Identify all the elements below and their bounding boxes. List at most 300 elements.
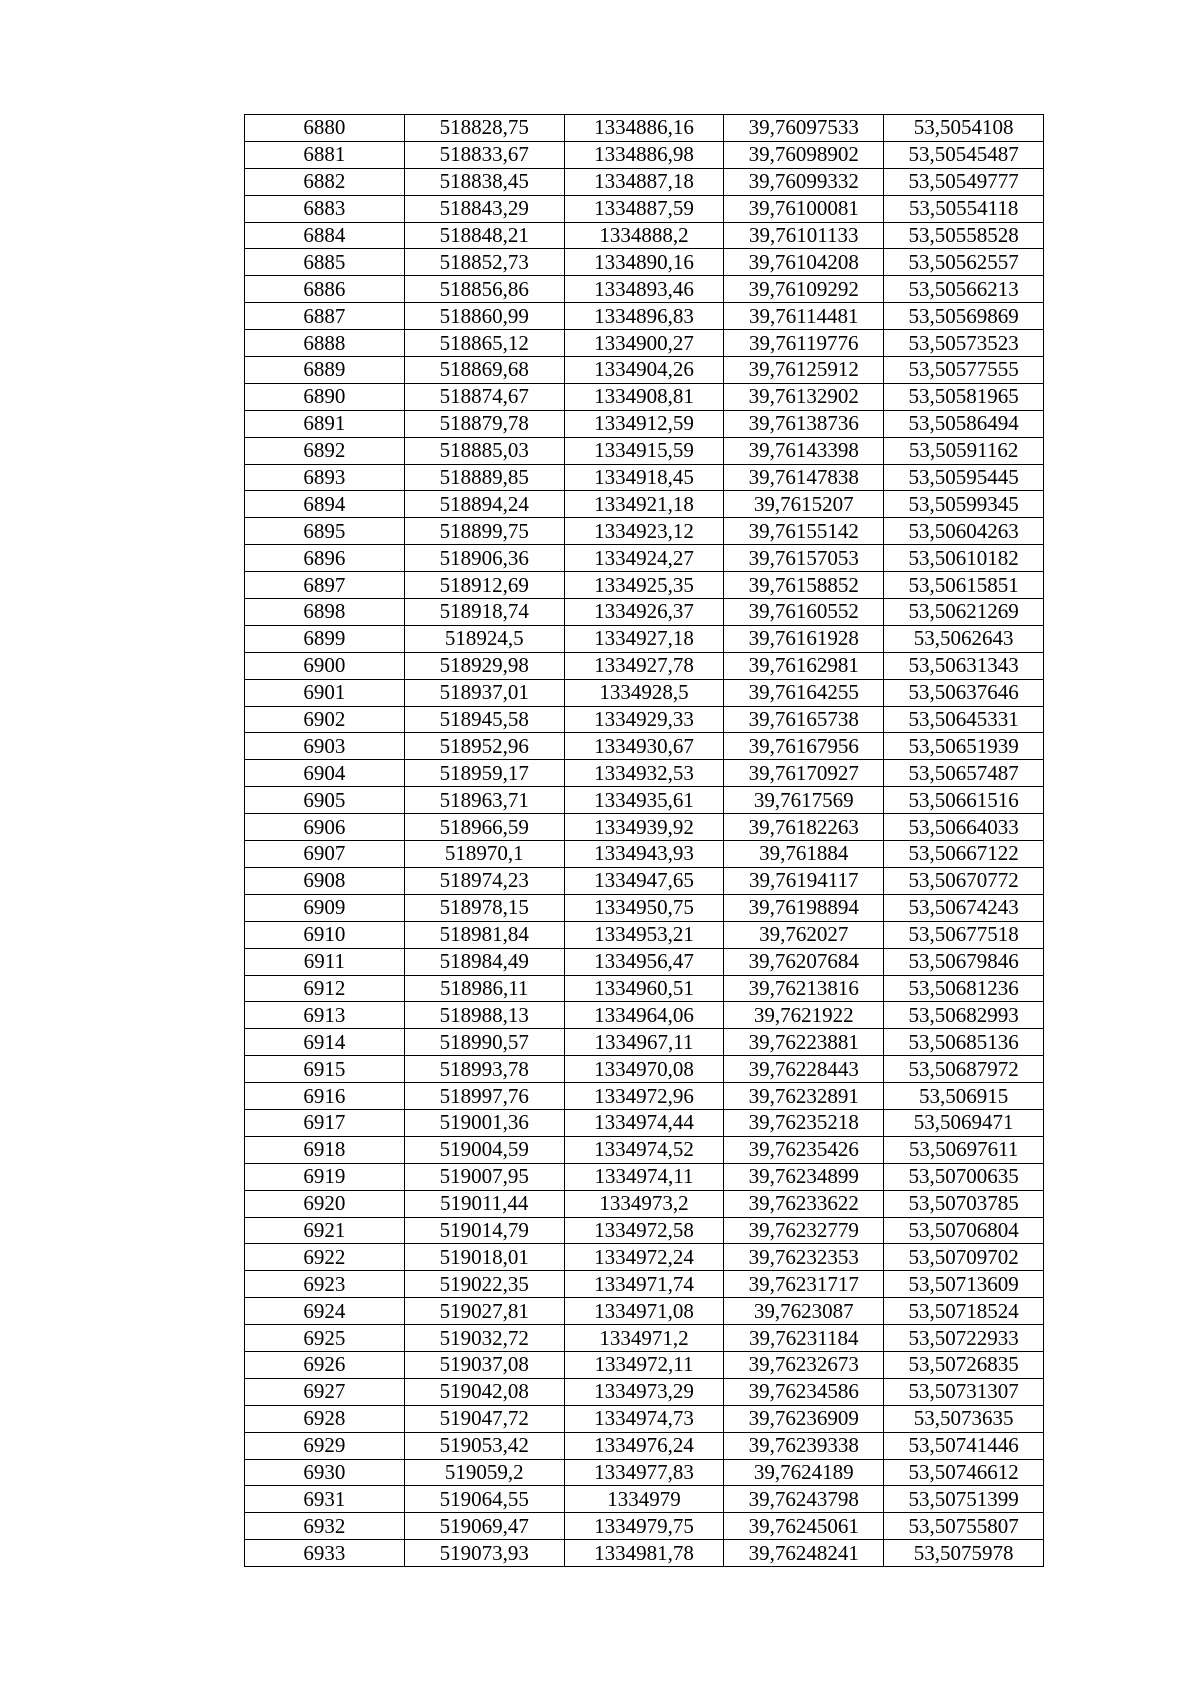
latitude-cell: 39,76182263 — [724, 814, 884, 841]
longitude-cell: 53,50657487 — [884, 760, 1044, 787]
latitude-cell: 39,76155142 — [724, 518, 884, 545]
longitude-cell: 53,5054108 — [884, 115, 1044, 142]
latitude-cell: 39,76213816 — [724, 975, 884, 1002]
longitude-cell: 53,50558528 — [884, 222, 1044, 249]
longitude-cell: 53,50581965 — [884, 383, 1044, 410]
x-coordinate-cell: 519022,35 — [404, 1271, 564, 1298]
y-coordinate-cell: 1334887,59 — [564, 195, 724, 222]
point-number-cell: 6912 — [245, 975, 405, 1002]
x-coordinate-cell: 518848,21 — [404, 222, 564, 249]
latitude-cell: 39,76228443 — [724, 1056, 884, 1083]
y-coordinate-cell: 1334935,61 — [564, 787, 724, 814]
x-coordinate-cell: 518838,45 — [404, 168, 564, 195]
longitude-cell: 53,50741446 — [884, 1432, 1044, 1459]
x-coordinate-cell: 519069,47 — [404, 1513, 564, 1540]
point-number-cell: 6918 — [245, 1136, 405, 1163]
point-number-cell: 6903 — [245, 733, 405, 760]
longitude-cell: 53,50586494 — [884, 410, 1044, 437]
x-coordinate-cell: 518984,49 — [404, 948, 564, 975]
longitude-cell: 53,50667122 — [884, 841, 1044, 868]
longitude-cell: 53,50726835 — [884, 1351, 1044, 1378]
latitude-cell: 39,761884 — [724, 841, 884, 868]
table-row — [245, 652, 1044, 679]
y-coordinate-cell: 1334886,16 — [564, 115, 724, 142]
latitude-cell: 39,76234586 — [724, 1378, 884, 1405]
table-row — [245, 948, 1044, 975]
point-number-cell: 6909 — [245, 894, 405, 921]
table-row — [245, 1217, 1044, 1244]
table-row — [245, 222, 1044, 249]
x-coordinate-cell: 519037,08 — [404, 1351, 564, 1378]
y-coordinate-cell: 1334926,37 — [564, 599, 724, 626]
x-coordinate-cell: 518959,17 — [404, 760, 564, 787]
longitude-cell: 53,50599345 — [884, 491, 1044, 518]
table-row — [245, 357, 1044, 384]
x-coordinate-cell: 518966,59 — [404, 814, 564, 841]
point-number-cell: 6933 — [245, 1540, 405, 1567]
x-coordinate-cell: 518894,24 — [404, 491, 564, 518]
latitude-cell: 39,76248241 — [724, 1540, 884, 1567]
table-row — [245, 921, 1044, 948]
x-coordinate-cell: 518906,36 — [404, 545, 564, 572]
x-coordinate-cell: 518865,12 — [404, 330, 564, 357]
table-row — [245, 1486, 1044, 1513]
x-coordinate-cell: 518833,67 — [404, 141, 564, 168]
latitude-cell: 39,76232353 — [724, 1244, 884, 1271]
point-number-cell: 6886 — [245, 276, 405, 303]
point-number-cell: 6925 — [245, 1325, 405, 1352]
latitude-cell: 39,76104208 — [724, 249, 884, 276]
table-row — [245, 168, 1044, 195]
latitude-cell: 39,7617569 — [724, 787, 884, 814]
x-coordinate-cell: 518945,58 — [404, 706, 564, 733]
point-number-cell: 6914 — [245, 1029, 405, 1056]
table-row — [245, 1029, 1044, 1056]
latitude-cell: 39,76138736 — [724, 410, 884, 437]
y-coordinate-cell: 1334900,27 — [564, 330, 724, 357]
y-coordinate-cell: 1334939,92 — [564, 814, 724, 841]
latitude-cell: 39,76223881 — [724, 1029, 884, 1056]
table-row — [245, 1163, 1044, 1190]
latitude-cell: 39,76114481 — [724, 303, 884, 330]
x-coordinate-cell: 518929,98 — [404, 652, 564, 679]
table-row — [245, 1405, 1044, 1432]
latitude-cell: 39,76235218 — [724, 1109, 884, 1136]
latitude-cell: 39,76232891 — [724, 1083, 884, 1110]
y-coordinate-cell: 1334972,96 — [564, 1083, 724, 1110]
latitude-cell: 39,7624189 — [724, 1459, 884, 1486]
x-coordinate-cell: 519011,44 — [404, 1190, 564, 1217]
table-row — [245, 599, 1044, 626]
point-number-cell: 6911 — [245, 948, 405, 975]
table-row — [245, 303, 1044, 330]
longitude-cell: 53,50549777 — [884, 168, 1044, 195]
y-coordinate-cell: 1334928,5 — [564, 679, 724, 706]
latitude-cell: 39,76207684 — [724, 948, 884, 975]
point-number-cell: 6897 — [245, 572, 405, 599]
table-row — [245, 625, 1044, 652]
longitude-cell: 53,50664033 — [884, 814, 1044, 841]
y-coordinate-cell: 1334943,93 — [564, 841, 724, 868]
latitude-cell: 39,76100081 — [724, 195, 884, 222]
y-coordinate-cell: 1334956,47 — [564, 948, 724, 975]
latitude-cell: 39,76231184 — [724, 1325, 884, 1352]
x-coordinate-cell: 518986,11 — [404, 975, 564, 1002]
table-row — [245, 491, 1044, 518]
longitude-cell: 53,50706804 — [884, 1217, 1044, 1244]
x-coordinate-cell: 519004,59 — [404, 1136, 564, 1163]
y-coordinate-cell: 1334930,67 — [564, 733, 724, 760]
longitude-cell: 53,50685136 — [884, 1029, 1044, 1056]
x-coordinate-cell: 519018,01 — [404, 1244, 564, 1271]
y-coordinate-cell: 1334921,18 — [564, 491, 724, 518]
longitude-cell: 53,50545487 — [884, 141, 1044, 168]
latitude-cell: 39,76239338 — [724, 1432, 884, 1459]
y-coordinate-cell: 1334953,21 — [564, 921, 724, 948]
longitude-cell: 53,50615851 — [884, 572, 1044, 599]
x-coordinate-cell: 519053,42 — [404, 1432, 564, 1459]
y-coordinate-cell: 1334972,24 — [564, 1244, 724, 1271]
point-number-cell: 6917 — [245, 1109, 405, 1136]
x-coordinate-cell: 518828,75 — [404, 115, 564, 142]
latitude-cell: 39,76161928 — [724, 625, 884, 652]
point-number-cell: 6889 — [245, 357, 405, 384]
longitude-cell: 53,5075978 — [884, 1540, 1044, 1567]
longitude-cell: 53,5062643 — [884, 625, 1044, 652]
latitude-cell: 39,76170927 — [724, 760, 884, 787]
table-row — [245, 1244, 1044, 1271]
table-row — [245, 518, 1044, 545]
coordinate-table-body — [245, 115, 1044, 1567]
y-coordinate-cell: 1334886,98 — [564, 141, 724, 168]
y-coordinate-cell: 1334981,78 — [564, 1540, 724, 1567]
point-number-cell: 6927 — [245, 1378, 405, 1405]
point-number-cell: 6922 — [245, 1244, 405, 1271]
point-number-cell: 6895 — [245, 518, 405, 545]
y-coordinate-cell: 1334971,2 — [564, 1325, 724, 1352]
y-coordinate-cell: 1334893,46 — [564, 276, 724, 303]
point-number-cell: 6910 — [245, 921, 405, 948]
y-coordinate-cell: 1334924,27 — [564, 545, 724, 572]
y-coordinate-cell: 1334964,06 — [564, 1002, 724, 1029]
x-coordinate-cell: 519007,95 — [404, 1163, 564, 1190]
x-coordinate-cell: 518924,5 — [404, 625, 564, 652]
table-row — [245, 276, 1044, 303]
longitude-cell: 53,5069471 — [884, 1109, 1044, 1136]
point-number-cell: 6913 — [245, 1002, 405, 1029]
table-row — [245, 814, 1044, 841]
table-row — [245, 330, 1044, 357]
point-number-cell: 6930 — [245, 1459, 405, 1486]
point-number-cell: 6931 — [245, 1486, 405, 1513]
latitude-cell: 39,7623087 — [724, 1298, 884, 1325]
table-row — [245, 1109, 1044, 1136]
x-coordinate-cell: 518843,29 — [404, 195, 564, 222]
table-row — [245, 1351, 1044, 1378]
y-coordinate-cell: 1334925,35 — [564, 572, 724, 599]
latitude-cell: 39,76232779 — [724, 1217, 884, 1244]
table-row — [245, 545, 1044, 572]
table-row — [245, 410, 1044, 437]
longitude-cell: 53,50679846 — [884, 948, 1044, 975]
longitude-cell: 53,50674243 — [884, 894, 1044, 921]
table-row — [245, 975, 1044, 1002]
y-coordinate-cell: 1334974,52 — [564, 1136, 724, 1163]
point-number-cell: 6891 — [245, 410, 405, 437]
point-number-cell: 6896 — [245, 545, 405, 572]
longitude-cell: 53,50687972 — [884, 1056, 1044, 1083]
latitude-cell: 39,76125912 — [724, 357, 884, 384]
x-coordinate-cell: 519027,81 — [404, 1298, 564, 1325]
latitude-cell: 39,76097533 — [724, 115, 884, 142]
x-coordinate-cell: 518889,85 — [404, 464, 564, 491]
y-coordinate-cell: 1334960,51 — [564, 975, 724, 1002]
table-row — [245, 195, 1044, 222]
point-number-cell: 6932 — [245, 1513, 405, 1540]
y-coordinate-cell: 1334923,12 — [564, 518, 724, 545]
table-row — [245, 1459, 1044, 1486]
x-coordinate-cell: 518978,15 — [404, 894, 564, 921]
table-row — [245, 1540, 1044, 1567]
table-row — [245, 1002, 1044, 1029]
x-coordinate-cell: 518937,01 — [404, 679, 564, 706]
longitude-cell: 53,50637646 — [884, 679, 1044, 706]
point-number-cell: 6908 — [245, 867, 405, 894]
table-row — [245, 1432, 1044, 1459]
longitude-cell: 53,50566213 — [884, 276, 1044, 303]
longitude-cell: 53,50709702 — [884, 1244, 1044, 1271]
x-coordinate-cell: 518856,86 — [404, 276, 564, 303]
x-coordinate-cell: 518970,1 — [404, 841, 564, 868]
latitude-cell: 39,76167956 — [724, 733, 884, 760]
latitude-cell: 39,76236909 — [724, 1405, 884, 1432]
longitude-cell: 53,50713609 — [884, 1271, 1044, 1298]
y-coordinate-cell: 1334912,59 — [564, 410, 724, 437]
y-coordinate-cell: 1334927,18 — [564, 625, 724, 652]
latitude-cell: 39,76245061 — [724, 1513, 884, 1540]
point-number-cell: 6892 — [245, 437, 405, 464]
y-coordinate-cell: 1334929,33 — [564, 706, 724, 733]
point-number-cell: 6905 — [245, 787, 405, 814]
latitude-cell: 39,76232673 — [724, 1351, 884, 1378]
x-coordinate-cell: 518885,03 — [404, 437, 564, 464]
latitude-cell: 39,76119776 — [724, 330, 884, 357]
y-coordinate-cell: 1334887,18 — [564, 168, 724, 195]
y-coordinate-cell: 1334974,73 — [564, 1405, 724, 1432]
point-number-cell: 6929 — [245, 1432, 405, 1459]
table-row — [245, 1298, 1044, 1325]
latitude-cell: 39,76132902 — [724, 383, 884, 410]
longitude-cell: 53,50731307 — [884, 1378, 1044, 1405]
latitude-cell: 39,76198894 — [724, 894, 884, 921]
longitude-cell: 53,50697611 — [884, 1136, 1044, 1163]
longitude-cell: 53,50621269 — [884, 599, 1044, 626]
longitude-cell: 53,50718524 — [884, 1298, 1044, 1325]
y-coordinate-cell: 1334973,2 — [564, 1190, 724, 1217]
latitude-cell: 39,76147838 — [724, 464, 884, 491]
table-row — [245, 787, 1044, 814]
y-coordinate-cell: 1334979,75 — [564, 1513, 724, 1540]
longitude-cell: 53,50755807 — [884, 1513, 1044, 1540]
latitude-cell: 39,76098902 — [724, 141, 884, 168]
y-coordinate-cell: 1334970,08 — [564, 1056, 724, 1083]
latitude-cell: 39,76165738 — [724, 706, 884, 733]
x-coordinate-cell: 519001,36 — [404, 1109, 564, 1136]
y-coordinate-cell: 1334890,16 — [564, 249, 724, 276]
longitude-cell: 53,50751399 — [884, 1486, 1044, 1513]
x-coordinate-cell: 518869,68 — [404, 357, 564, 384]
point-number-cell: 6881 — [245, 141, 405, 168]
point-number-cell: 6901 — [245, 679, 405, 706]
x-coordinate-cell: 519073,93 — [404, 1540, 564, 1567]
longitude-cell: 53,5073635 — [884, 1405, 1044, 1432]
point-number-cell: 6894 — [245, 491, 405, 518]
point-number-cell: 6885 — [245, 249, 405, 276]
longitude-cell: 53,50577555 — [884, 357, 1044, 384]
latitude-cell: 39,762027 — [724, 921, 884, 948]
point-number-cell: 6888 — [245, 330, 405, 357]
longitude-cell: 53,50670772 — [884, 867, 1044, 894]
x-coordinate-cell: 518990,57 — [404, 1029, 564, 1056]
table-row — [245, 249, 1044, 276]
y-coordinate-cell: 1334918,45 — [564, 464, 724, 491]
y-coordinate-cell: 1334915,59 — [564, 437, 724, 464]
x-coordinate-cell: 518993,78 — [404, 1056, 564, 1083]
x-coordinate-cell: 518981,84 — [404, 921, 564, 948]
longitude-cell: 53,50631343 — [884, 652, 1044, 679]
point-number-cell: 6902 — [245, 706, 405, 733]
y-coordinate-cell: 1334932,53 — [564, 760, 724, 787]
y-coordinate-cell: 1334947,65 — [564, 867, 724, 894]
point-number-cell: 6900 — [245, 652, 405, 679]
y-coordinate-cell: 1334927,78 — [564, 652, 724, 679]
latitude-cell: 39,76194117 — [724, 867, 884, 894]
table-row — [245, 1271, 1044, 1298]
point-number-cell: 6924 — [245, 1298, 405, 1325]
table-row — [245, 679, 1044, 706]
table-row — [245, 867, 1044, 894]
point-number-cell: 6919 — [245, 1163, 405, 1190]
longitude-cell: 53,50610182 — [884, 545, 1044, 572]
table-row — [245, 760, 1044, 787]
table-row — [245, 115, 1044, 142]
y-coordinate-cell: 1334973,29 — [564, 1378, 724, 1405]
x-coordinate-cell: 519042,08 — [404, 1378, 564, 1405]
y-coordinate-cell: 1334977,83 — [564, 1459, 724, 1486]
point-number-cell: 6904 — [245, 760, 405, 787]
y-coordinate-cell: 1334974,11 — [564, 1163, 724, 1190]
longitude-cell: 53,50703785 — [884, 1190, 1044, 1217]
y-coordinate-cell: 1334950,75 — [564, 894, 724, 921]
longitude-cell: 53,50562557 — [884, 249, 1044, 276]
longitude-cell: 53,50682993 — [884, 1002, 1044, 1029]
latitude-cell: 39,76101133 — [724, 222, 884, 249]
point-number-cell: 6920 — [245, 1190, 405, 1217]
table-row — [245, 733, 1044, 760]
y-coordinate-cell: 1334971,74 — [564, 1271, 724, 1298]
table-row — [245, 1190, 1044, 1217]
x-coordinate-cell: 518912,69 — [404, 572, 564, 599]
x-coordinate-cell: 518899,75 — [404, 518, 564, 545]
x-coordinate-cell: 519014,79 — [404, 1217, 564, 1244]
point-number-cell: 6893 — [245, 464, 405, 491]
point-number-cell: 6907 — [245, 841, 405, 868]
latitude-cell: 39,76109292 — [724, 276, 884, 303]
y-coordinate-cell: 1334967,11 — [564, 1029, 724, 1056]
longitude-cell: 53,50573523 — [884, 330, 1044, 357]
longitude-cell: 53,50746612 — [884, 1459, 1044, 1486]
table-row — [245, 841, 1044, 868]
table-row — [245, 1513, 1044, 1540]
y-coordinate-cell: 1334974,44 — [564, 1109, 724, 1136]
x-coordinate-cell: 518988,13 — [404, 1002, 564, 1029]
y-coordinate-cell: 1334972,58 — [564, 1217, 724, 1244]
latitude-cell: 39,76235426 — [724, 1136, 884, 1163]
latitude-cell: 39,76160552 — [724, 599, 884, 626]
longitude-cell: 53,50700635 — [884, 1163, 1044, 1190]
longitude-cell: 53,50554118 — [884, 195, 1044, 222]
point-number-cell: 6928 — [245, 1405, 405, 1432]
x-coordinate-cell: 519064,55 — [404, 1486, 564, 1513]
table-row — [245, 706, 1044, 733]
longitude-cell: 53,50722933 — [884, 1325, 1044, 1352]
latitude-cell: 39,76234899 — [724, 1163, 884, 1190]
x-coordinate-cell: 519059,2 — [404, 1459, 564, 1486]
latitude-cell: 39,76099332 — [724, 168, 884, 195]
x-coordinate-cell: 518860,99 — [404, 303, 564, 330]
point-number-cell: 6899 — [245, 625, 405, 652]
point-number-cell: 6921 — [245, 1217, 405, 1244]
table-row — [245, 1056, 1044, 1083]
x-coordinate-cell: 518963,71 — [404, 787, 564, 814]
point-number-cell: 6915 — [245, 1056, 405, 1083]
table-row — [245, 1325, 1044, 1352]
longitude-cell: 53,50645331 — [884, 706, 1044, 733]
table-row — [245, 464, 1044, 491]
point-number-cell: 6883 — [245, 195, 405, 222]
y-coordinate-cell: 1334904,26 — [564, 357, 724, 384]
x-coordinate-cell: 518952,96 — [404, 733, 564, 760]
y-coordinate-cell: 1334908,81 — [564, 383, 724, 410]
latitude-cell: 39,7621922 — [724, 1002, 884, 1029]
longitude-cell: 53,50591162 — [884, 437, 1044, 464]
latitude-cell: 39,76157053 — [724, 545, 884, 572]
longitude-cell: 53,50661516 — [884, 787, 1044, 814]
x-coordinate-cell: 518997,76 — [404, 1083, 564, 1110]
x-coordinate-cell: 518852,73 — [404, 249, 564, 276]
latitude-cell: 39,76143398 — [724, 437, 884, 464]
coordinate-table — [244, 114, 1044, 1567]
y-coordinate-cell: 1334972,11 — [564, 1351, 724, 1378]
point-number-cell: 6916 — [245, 1083, 405, 1110]
point-number-cell: 6887 — [245, 303, 405, 330]
y-coordinate-cell: 1334888,2 — [564, 222, 724, 249]
point-number-cell: 6906 — [245, 814, 405, 841]
y-coordinate-cell: 1334971,08 — [564, 1298, 724, 1325]
longitude-cell: 53,50677518 — [884, 921, 1044, 948]
x-coordinate-cell: 519032,72 — [404, 1325, 564, 1352]
latitude-cell: 39,76231717 — [724, 1271, 884, 1298]
point-number-cell: 6884 — [245, 222, 405, 249]
latitude-cell: 39,76243798 — [724, 1486, 884, 1513]
point-number-cell: 6923 — [245, 1271, 405, 1298]
longitude-cell: 53,50681236 — [884, 975, 1044, 1002]
table-row — [245, 572, 1044, 599]
table-row — [245, 437, 1044, 464]
point-number-cell: 6880 — [245, 115, 405, 142]
x-coordinate-cell: 519047,72 — [404, 1405, 564, 1432]
x-coordinate-cell: 518874,67 — [404, 383, 564, 410]
